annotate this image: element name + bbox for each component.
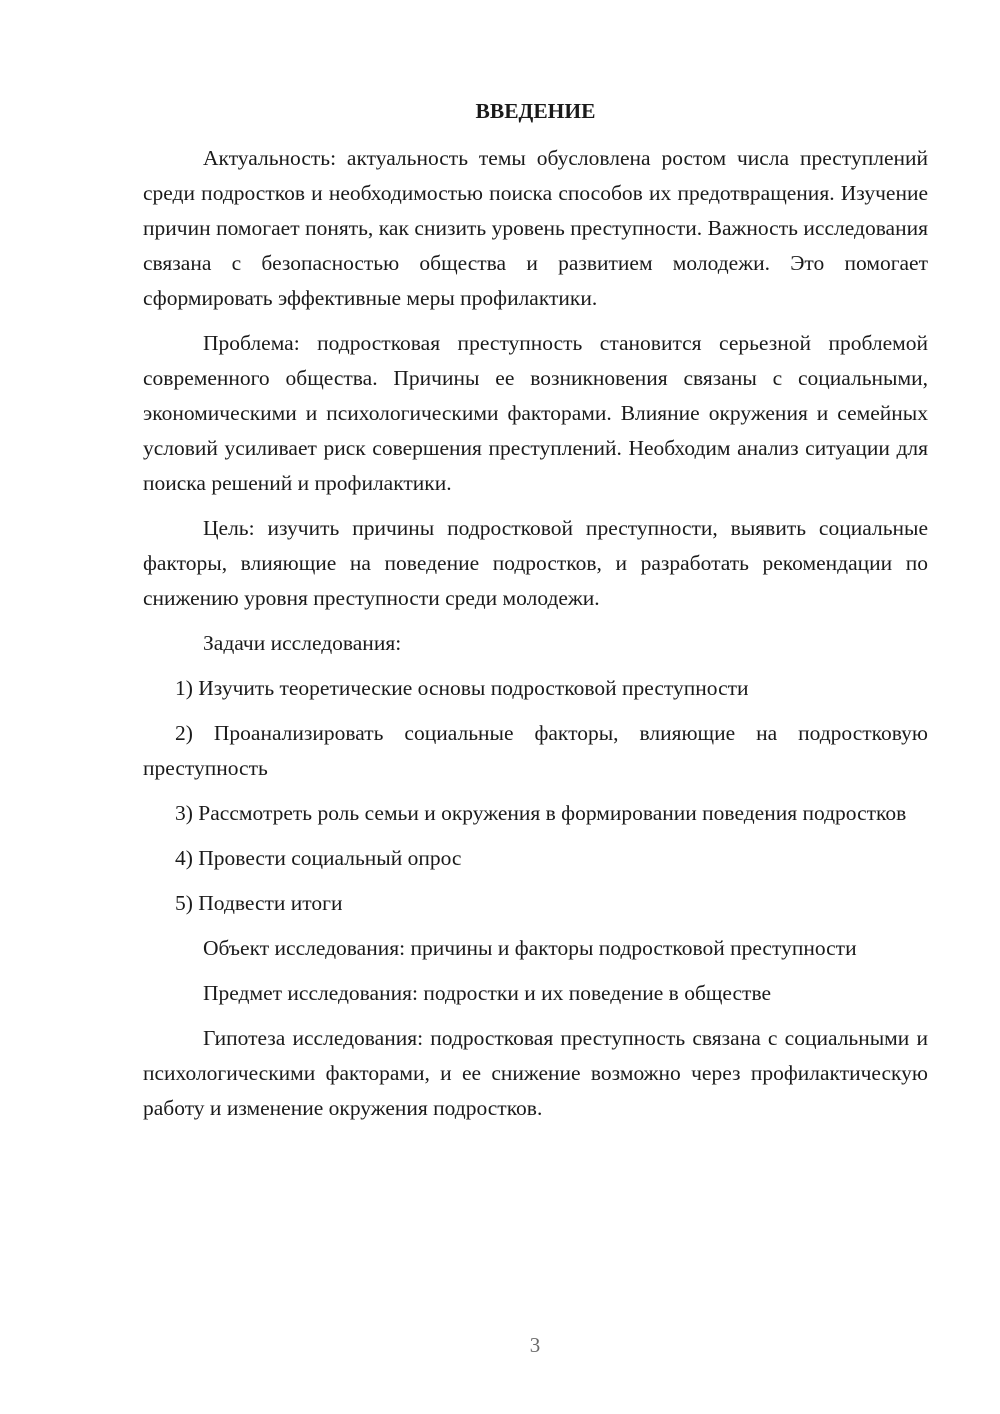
task-item: 2) Проанализировать социальные факторы, влияющие на подростковую преступность xyxy=(143,721,928,780)
document-page xyxy=(143,95,928,1126)
task-item: 1) Изучить теоретические основы подростковой преступности xyxy=(175,676,749,700)
section-title: ВВЕДЕНИЕ xyxy=(475,99,596,123)
hypothesis-paragraph: Гипотеза исследования: подростковая преступность связана с социальными и психологическими факторами, и ее снижение возможно через профилактическую работу и изменение окружения подростков. xyxy=(143,1026,928,1120)
tasks-heading: Задачи исследования: xyxy=(203,631,402,655)
goal-paragraph: Цель: изучить причины подростковой преступности, выявить социальные факторы, влияющие на поведение подростков, и разработать рекомендации по снижению уровня преступности среди молодежи. xyxy=(143,516,928,610)
task-item: 4) Провести социальный опрос xyxy=(175,846,462,870)
problem-paragraph: Проблема: подростковая преступность становится серьезной проблемой современного общества. Причины ее возникновения связаны с социальными, экономическими и психологическими факторами. Влияние окружения и семейных условий усиливает риск совершения преступлений. Необходим анализ ситуации для поиска решений и профилактики. xyxy=(143,331,928,495)
task-item: 5) Подвести итоги xyxy=(175,891,343,915)
task-item: 3) Рассмотреть роль семьи и окружения в формировании поведения подростков xyxy=(175,801,907,825)
page-number: 3 xyxy=(529,1333,541,1357)
object-paragraph: Объект исследования: причины и факторы подростковой преступности xyxy=(203,936,857,960)
subject-paragraph: Предмет исследования: подростки и их поведение в обществе xyxy=(203,981,772,1005)
relevance-paragraph: Актуальность: актуальность темы обусловлена ростом числа преступлений среди подростков и необходимостью поиска способов их предотвращения. Изучение причин помогает понять, как снизить уровень преступности. Важность исследования связана с безопасностью общества и развитием молодежи. Это помогает сформировать эффективные меры профилактики. xyxy=(143,146,928,310)
